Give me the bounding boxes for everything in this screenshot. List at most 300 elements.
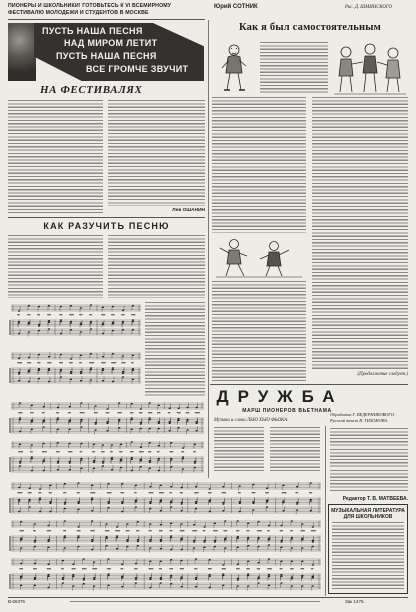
note-head	[18, 487, 20, 489]
lyric-syllable	[37, 314, 40, 315]
note-head	[181, 560, 183, 562]
note-head	[247, 522, 249, 524]
note-head	[224, 537, 226, 539]
note-head	[178, 427, 180, 429]
note-head	[38, 324, 40, 326]
note-head	[237, 579, 239, 581]
lyric-syllable	[68, 412, 71, 413]
note-head	[28, 305, 30, 307]
lyric-syllable	[105, 530, 109, 531]
note-head	[43, 461, 45, 463]
note-head	[108, 483, 110, 485]
note-head	[57, 428, 59, 430]
note-head	[158, 421, 160, 423]
note-head	[95, 429, 97, 431]
note-head	[140, 428, 142, 430]
note-head	[291, 578, 293, 580]
lyric-syllable	[257, 568, 260, 569]
note-head	[112, 353, 114, 355]
note-head	[140, 408, 142, 410]
note-head	[132, 321, 134, 323]
note-head	[111, 469, 113, 471]
note-head	[70, 305, 72, 307]
music-system	[10, 482, 321, 514]
note-head	[160, 501, 162, 503]
note-head	[19, 419, 21, 421]
song-music-and-words: Музыка и слова ЛЬЮ ХЬЮ ФЬОКА.	[214, 418, 289, 423]
note-head	[222, 502, 224, 504]
note-head	[209, 559, 211, 561]
note-head	[108, 501, 110, 503]
note-head	[195, 502, 197, 504]
note-head	[158, 458, 160, 460]
song-arrangement: Обработка Г. ВЕДЕРНИКОВОГО.	[330, 412, 395, 417]
note-head	[91, 510, 93, 512]
note-head	[137, 539, 139, 541]
note-head	[47, 587, 49, 589]
note-head	[131, 458, 133, 460]
note-head	[60, 321, 62, 323]
note-head	[90, 321, 92, 323]
note-head	[38, 325, 40, 327]
note-head	[170, 535, 172, 537]
note-head	[34, 584, 36, 586]
note-head	[137, 545, 139, 547]
lyric-syllable	[47, 362, 51, 363]
note-head	[64, 502, 66, 504]
music-literature-box	[328, 504, 408, 594]
note-head	[158, 404, 160, 406]
note-head	[80, 458, 82, 460]
note-head	[28, 331, 30, 333]
note-head	[132, 369, 134, 371]
note-head	[301, 560, 303, 562]
note-head	[43, 419, 45, 421]
lyric-syllable	[19, 530, 24, 531]
lyric-syllable	[311, 530, 316, 531]
note-head	[222, 503, 224, 505]
lyric-syllable	[181, 451, 184, 452]
lyric-syllable	[121, 314, 124, 315]
note-head	[57, 407, 59, 409]
note-head	[34, 546, 36, 548]
note-head	[47, 574, 49, 576]
note-head	[122, 371, 124, 373]
note-head	[140, 458, 142, 460]
note-head	[90, 379, 92, 381]
lyric-syllable	[47, 314, 51, 315]
lyric-syllable	[134, 568, 137, 569]
note-head	[77, 526, 79, 528]
note-head	[77, 508, 79, 510]
note-head	[291, 547, 293, 549]
song-russian-text: Русский текст В. ТИХОНОВА.	[330, 418, 389, 423]
note-head	[64, 520, 66, 522]
music-system	[10, 558, 321, 590]
body-text-column	[260, 42, 328, 94]
note-head	[93, 460, 95, 462]
note-head	[178, 419, 180, 421]
note-head	[181, 487, 183, 489]
lyric-syllable	[18, 412, 22, 413]
note-head	[195, 577, 197, 579]
lyric-syllable	[159, 568, 162, 569]
lyric-syllable	[17, 314, 20, 315]
header-appeal-line-2: ФЕСТИВАЛЮ МОЛОДЕЖИ И СТУДЕНТОВ В МОСКВЕ	[8, 10, 149, 16]
note-head	[181, 539, 183, 541]
note-head	[121, 577, 123, 579]
note-head	[312, 540, 314, 542]
note-head	[112, 381, 114, 383]
note-head	[31, 470, 33, 472]
lyric-syllable	[236, 568, 240, 569]
note-head	[31, 428, 33, 430]
note-head	[93, 461, 95, 463]
note-head	[43, 459, 45, 461]
song-lyrics-verse	[270, 427, 320, 473]
note-head	[170, 522, 172, 524]
note-head	[239, 485, 241, 487]
note-head	[70, 371, 72, 373]
note-head	[38, 330, 40, 332]
note-head	[62, 577, 64, 579]
note-head	[80, 380, 82, 382]
footer-imprint	[70, 601, 320, 602]
note-head	[160, 484, 162, 486]
note-head	[280, 560, 282, 562]
note-head	[47, 563, 49, 565]
note-head	[149, 577, 151, 579]
lyric-syllable	[106, 412, 110, 413]
note-head	[169, 430, 171, 432]
note-head	[106, 537, 108, 539]
note-head	[181, 549, 183, 551]
note-head	[149, 467, 151, 469]
lyric-syllable	[267, 568, 271, 569]
note-head	[121, 575, 123, 577]
note-head	[268, 539, 270, 541]
note-head	[149, 502, 151, 504]
body-text-column	[108, 235, 205, 298]
note-head	[121, 483, 123, 485]
note-head	[29, 506, 31, 508]
lyric-syllable	[295, 492, 298, 493]
note-head	[252, 484, 254, 486]
lyric-syllable	[180, 568, 184, 569]
lyric-syllable	[80, 451, 82, 452]
note-head	[160, 524, 162, 526]
lyric-syllable	[101, 362, 106, 363]
lyric-syllable	[169, 451, 173, 452]
note-head	[57, 419, 59, 421]
note-head	[83, 583, 85, 585]
note-head	[132, 305, 134, 307]
lyric-syllable	[42, 451, 47, 452]
note-head	[239, 511, 241, 513]
lyric-syllable	[193, 451, 196, 452]
note-head	[90, 304, 92, 306]
note-head	[102, 322, 104, 324]
note-head	[222, 564, 224, 566]
note-head	[131, 457, 133, 459]
lyric-syllable	[168, 412, 171, 413]
note-head	[121, 563, 123, 565]
note-head	[149, 460, 151, 462]
note-head	[181, 502, 183, 504]
lyric-syllable	[30, 451, 33, 452]
note-head	[48, 369, 50, 371]
note-head	[102, 333, 104, 335]
slogan-line: ПУСТЬ НАША ПЕСНЯ	[42, 26, 143, 36]
note-head	[126, 546, 128, 548]
lyric-syllable	[28, 492, 32, 493]
footer-code: В-06376	[8, 599, 26, 604]
note-head	[312, 526, 314, 528]
note-head	[38, 369, 40, 371]
note-head	[194, 462, 196, 464]
note-head	[258, 521, 260, 523]
note-head	[160, 578, 162, 580]
note-head	[80, 402, 82, 404]
note-head	[291, 560, 293, 562]
note-head	[158, 445, 160, 447]
lyric-syllable	[224, 530, 228, 531]
note-head	[312, 546, 314, 548]
note-head	[18, 357, 20, 359]
note-head	[31, 444, 33, 446]
note-head	[135, 578, 137, 580]
lyric-syllable	[309, 492, 312, 493]
note-head	[301, 575, 303, 577]
note-head	[39, 511, 41, 513]
note-head	[131, 428, 133, 430]
lyric-syllable	[49, 492, 52, 493]
song-lyrics-verse	[330, 470, 408, 491]
festival-article-author: Лев ОШАНИН	[172, 208, 205, 213]
lyric-syllable	[101, 314, 105, 315]
sheet-music	[8, 302, 142, 398]
lyric-syllable	[282, 492, 287, 493]
note-head	[268, 584, 270, 586]
note-head	[29, 487, 31, 489]
note-head	[160, 499, 162, 501]
body-text-column	[212, 97, 306, 233]
note-head	[291, 520, 293, 522]
note-head	[70, 378, 72, 380]
lyric-syllable	[69, 362, 72, 363]
note-head	[112, 306, 114, 308]
note-head	[108, 584, 110, 586]
note-head	[91, 549, 93, 551]
lyric-syllable	[79, 362, 82, 363]
note-head	[291, 538, 293, 540]
note-head	[140, 423, 142, 425]
lyric-syllable	[110, 451, 113, 452]
note-head	[20, 577, 22, 579]
lyric-syllable	[252, 492, 256, 493]
note-head	[193, 547, 195, 549]
lyric-syllable	[186, 412, 189, 413]
lyric-syllable	[89, 362, 94, 363]
note-head	[60, 319, 62, 321]
lyric-syllable	[77, 492, 80, 493]
note-head	[34, 563, 36, 565]
note-head	[132, 368, 134, 370]
note-head	[57, 442, 59, 444]
note-head	[111, 457, 113, 459]
note-head	[62, 582, 64, 584]
note-head	[178, 407, 180, 409]
note-head	[80, 354, 82, 356]
note-head	[196, 430, 198, 432]
note-head	[160, 540, 162, 542]
note-head	[131, 403, 133, 405]
lyric-syllable	[17, 362, 22, 363]
lyric-syllable	[90, 530, 94, 531]
note-head	[69, 461, 71, 463]
note-head	[112, 321, 114, 323]
note-head	[60, 369, 62, 371]
note-head	[80, 426, 82, 428]
note-head	[121, 502, 123, 504]
note-head	[181, 578, 183, 580]
note-head	[29, 499, 31, 501]
note-head	[203, 540, 205, 542]
note-head	[182, 456, 184, 458]
slogan-line: ВСЕ ГРОМЧЕ ЗВУЧИТ	[86, 64, 189, 74]
note-head	[43, 421, 45, 423]
lyric-syllable	[169, 568, 173, 569]
lyric-syllable	[27, 362, 31, 363]
note-head	[19, 465, 21, 467]
lyric-syllable	[149, 492, 154, 493]
lyric-syllable	[222, 568, 226, 569]
note-head	[194, 461, 196, 463]
lyric-syllable	[208, 492, 212, 493]
note-head	[48, 305, 50, 307]
note-head	[135, 501, 137, 503]
music-literature-title: МУЗЫКАЛЬНАЯ ЛИТЕРАТУРА ДЛЯ ШКОЛЬНИКОВ	[331, 508, 405, 520]
note-head	[38, 354, 40, 356]
note-head	[132, 319, 134, 321]
note-head	[69, 419, 71, 421]
lyric-syllable	[37, 362, 40, 363]
note-head	[237, 585, 239, 587]
lyric-syllable	[180, 530, 185, 531]
note-head	[106, 536, 108, 538]
note-head	[108, 573, 110, 575]
lyric-syllable	[47, 530, 51, 531]
note-head	[196, 422, 198, 424]
note-head	[28, 381, 30, 383]
note-head	[102, 461, 104, 463]
note-head	[258, 582, 260, 584]
note-head	[181, 537, 183, 539]
note-head	[224, 539, 226, 541]
lyric-syllable	[19, 568, 23, 569]
lyric-syllable	[90, 492, 95, 493]
note-head	[80, 419, 82, 421]
note-head	[64, 547, 66, 549]
note-head	[160, 577, 162, 579]
note-head	[149, 419, 151, 421]
lyric-syllable	[136, 530, 139, 531]
note-head	[239, 501, 241, 503]
body-text-column	[332, 522, 404, 591]
note-head	[182, 447, 184, 449]
note-head	[178, 418, 180, 420]
note-head	[20, 563, 22, 565]
lyric-syllable	[208, 568, 212, 569]
note-head	[158, 459, 160, 461]
note-head	[31, 456, 33, 458]
note-head	[140, 446, 142, 448]
note-head	[282, 500, 284, 502]
note-head	[106, 422, 108, 424]
note-head	[209, 587, 211, 589]
note-head	[90, 328, 92, 330]
note-head	[268, 537, 270, 539]
note-head	[131, 441, 133, 443]
note-head	[149, 523, 151, 525]
note-head	[170, 583, 172, 585]
lyric-syllable	[33, 568, 37, 569]
note-head	[126, 523, 128, 525]
note-head	[60, 333, 62, 335]
sheet-music	[8, 480, 322, 594]
note-head	[43, 470, 45, 472]
lyric-syllable	[47, 568, 51, 569]
note-head	[149, 540, 151, 542]
lyric-syllable	[149, 568, 154, 569]
note-head	[222, 510, 224, 512]
note-head	[48, 368, 50, 370]
festival-article-title: НА ФЕСТИВАЛЯХ	[40, 84, 143, 96]
note-head	[214, 540, 216, 542]
lyric-syllable	[130, 412, 133, 413]
lyric-syllable	[79, 314, 82, 315]
note-head	[169, 422, 171, 424]
note-head	[135, 582, 137, 584]
note-head	[310, 510, 312, 512]
story-title: Как я был самостоятельным	[238, 22, 382, 33]
note-head	[31, 421, 33, 423]
note-head	[48, 328, 50, 330]
note-head	[160, 539, 162, 541]
note-head	[77, 501, 79, 503]
note-head	[39, 497, 41, 499]
note-head	[195, 586, 197, 588]
note-head	[90, 369, 92, 371]
slogan-line: НАД МИРОМ ЛЕТИТ	[64, 38, 158, 48]
note-head	[64, 535, 66, 537]
note-head	[91, 499, 93, 501]
note-head	[280, 525, 282, 527]
note-head	[224, 520, 226, 522]
lyric-syllable	[157, 412, 160, 413]
note-head	[77, 546, 79, 548]
note-head	[258, 562, 260, 564]
note-head	[38, 378, 40, 380]
note-head	[195, 508, 197, 510]
note-head	[258, 576, 260, 578]
lyric-syllable	[27, 314, 30, 315]
song-title: ДРУЖБА	[216, 387, 344, 406]
note-head	[34, 577, 36, 579]
note-head	[312, 541, 314, 543]
note-head	[149, 587, 151, 589]
note-head	[116, 535, 118, 537]
